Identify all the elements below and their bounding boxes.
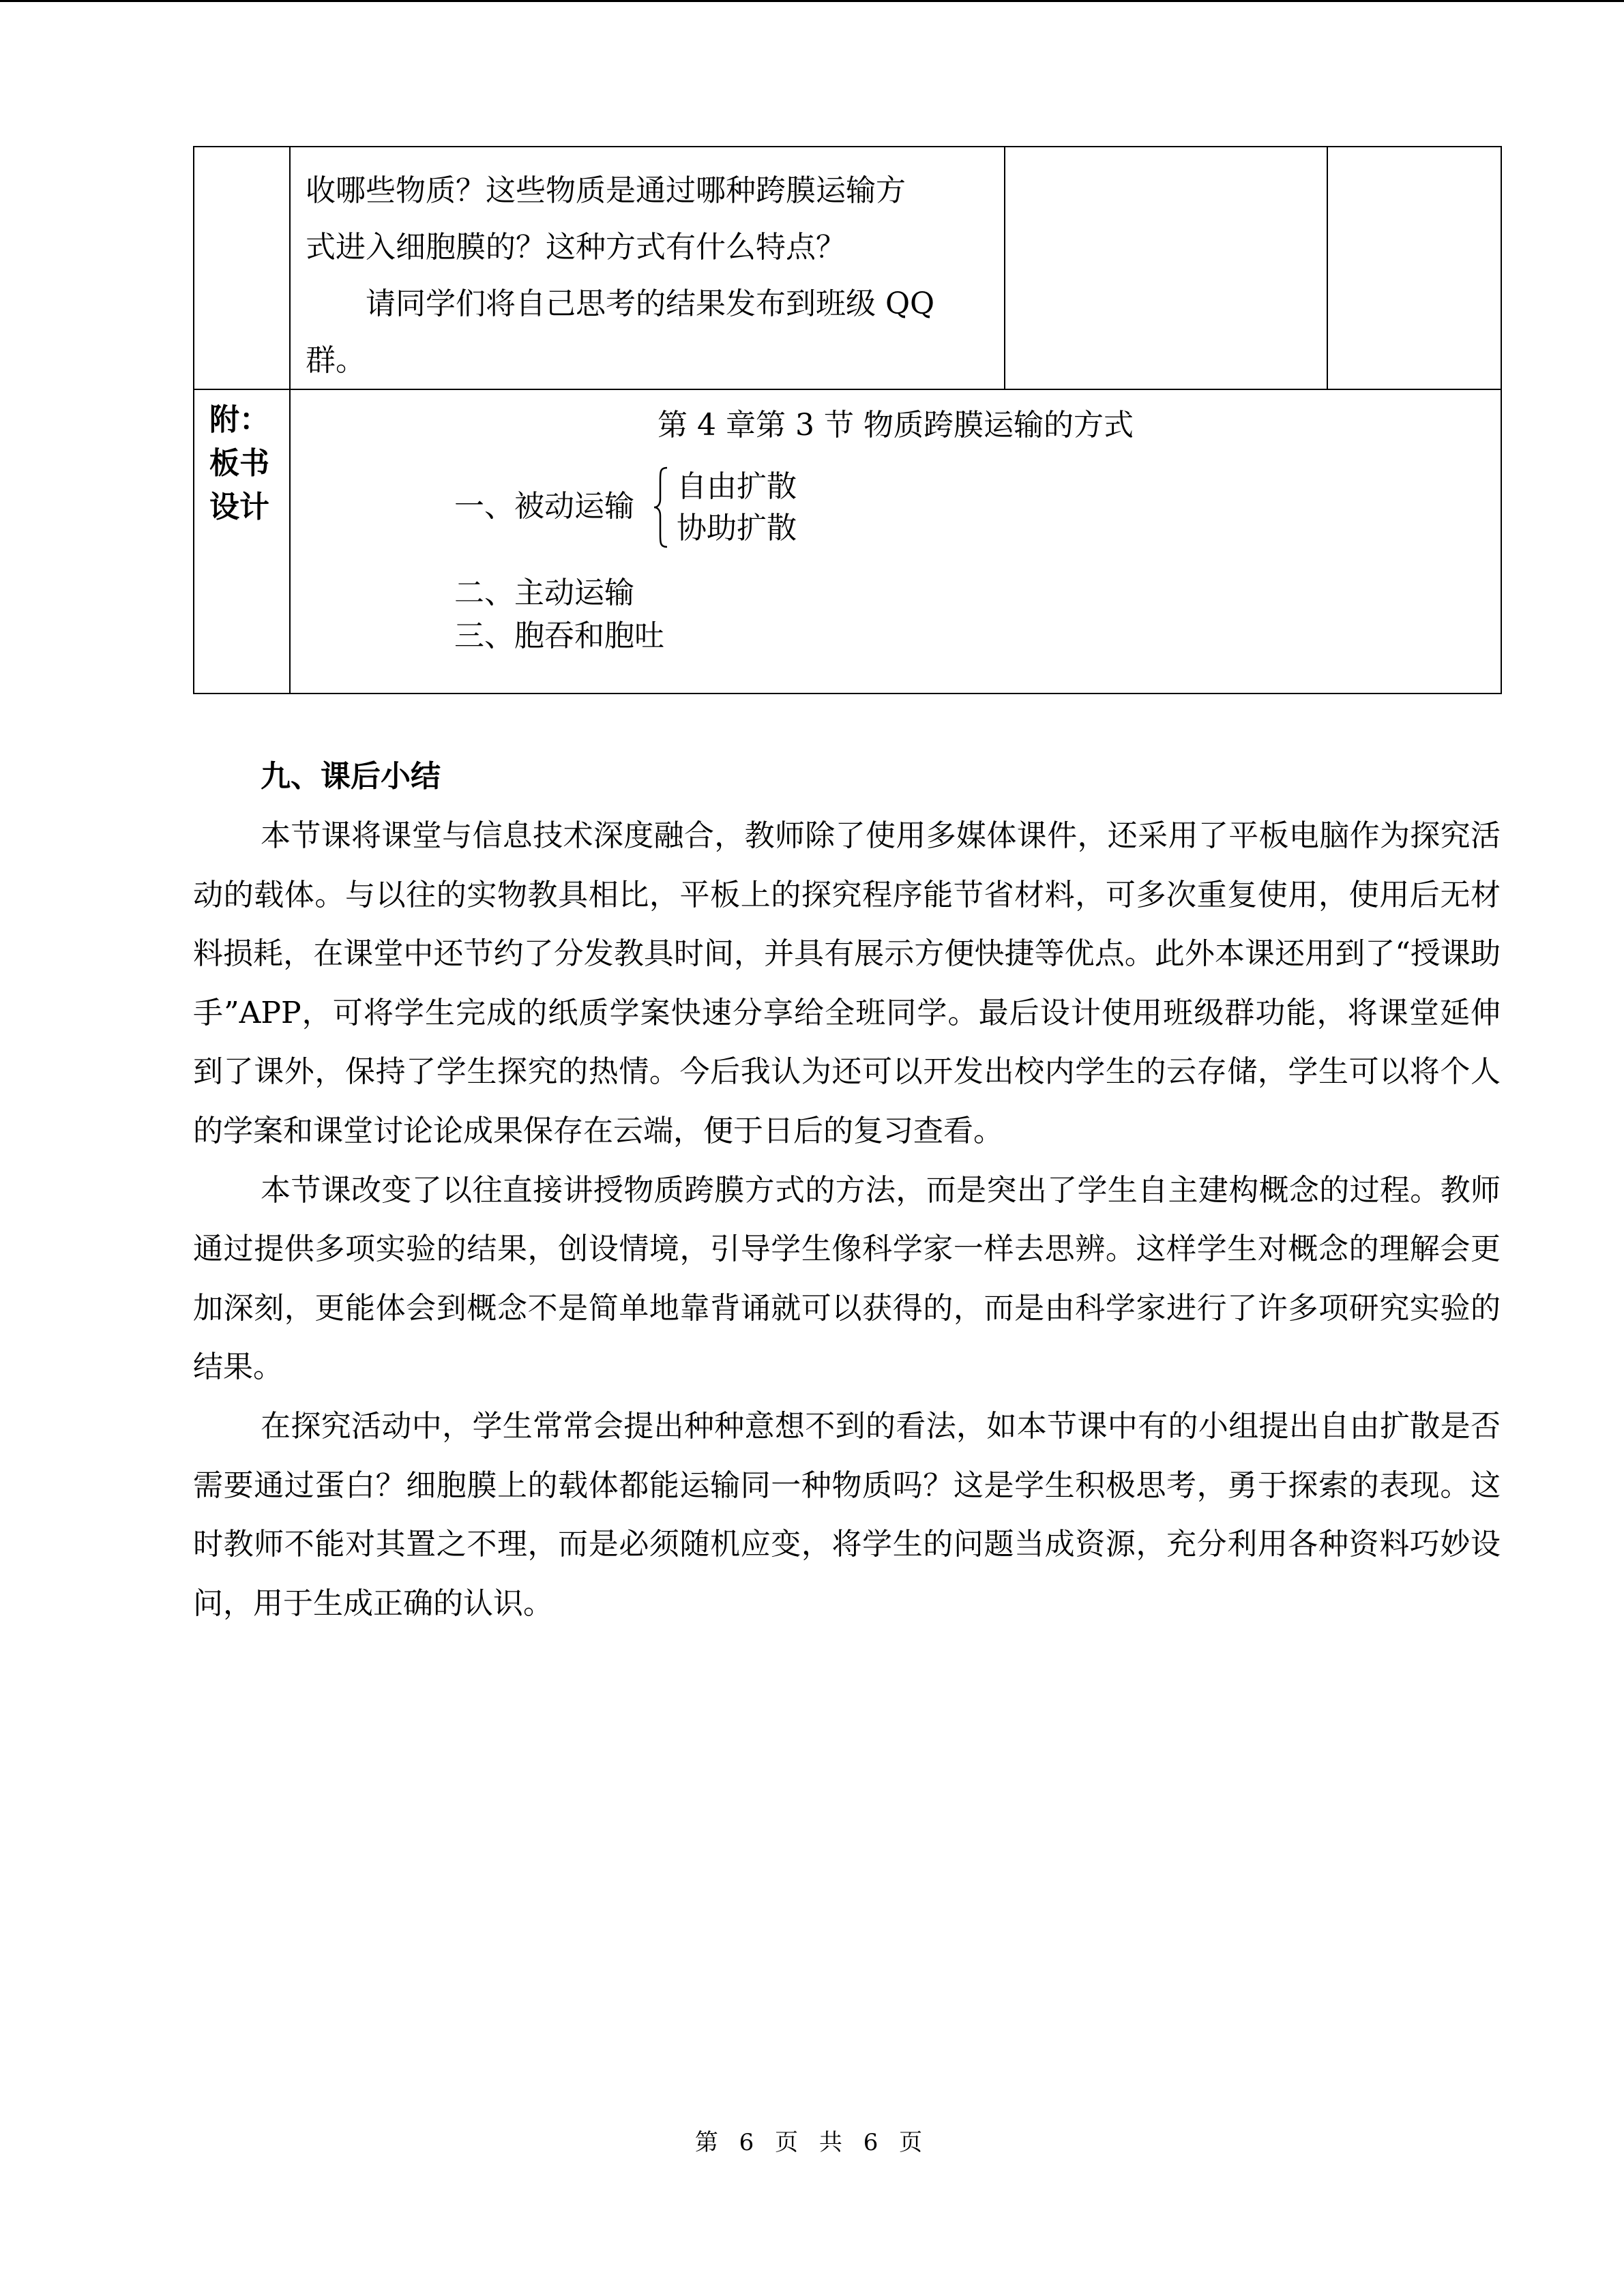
summary-section-title: 九、课后小结 bbox=[261, 759, 441, 794]
table-cell-board-label bbox=[194, 389, 290, 694]
activity-line-3: 请同学们将自己思考的结果发布到班级 QQ bbox=[366, 286, 935, 321]
board-label-line-3: 设计 bbox=[209, 490, 269, 524]
summary-paragraph-1: 本节课将课堂与信息技术深度融合，教师除了使用多媒体课件，还采用了平板电脑作为探究活动的载体。与以往的实物教具相比，平板上的探究程序能节省材料，可多次重复使用，使用后无材料损耗，在课堂中还节约了分发教具时间，并具有展示方便快捷等优点。此外本课还用到了“授课助手”APP，可将学生完成的纸质学案快速分享给全班同学。最后设计使用班级群功能，将课堂延伸到了课外，保持了学生探究的热情。今后我认为还可以开发出校内学生的云存储，学生可以将个人的学案和课堂讨论论成果保存在云端，便于日后的复习查看。 bbox=[193, 818, 1501, 1148]
board-title: 第 4 章第 3 节 物质跨膜运输的方式 bbox=[658, 408, 1134, 443]
activity-line-4: 群。 bbox=[306, 343, 366, 378]
page-number-footer: 第 6 页 共 6 页 bbox=[694, 2129, 930, 2156]
board-sub-item-facilitated-diffusion: 协助扩散 bbox=[677, 511, 797, 546]
activity-line-2: 式进入细胞膜的？这种方式有什么特点？ bbox=[306, 230, 846, 265]
table-cell-empty-3 bbox=[1005, 147, 1327, 389]
board-label-line-1: 附： bbox=[209, 402, 269, 437]
board-item-passive-transport: 一、被动运输 bbox=[454, 489, 634, 524]
summary-paragraph-3: 在探究活动中，学生常常会提出种种意想不到的看法，如本节课中有的小组提出自由扩散是否需要通过蛋白？细胞膜上的载体都能运输同一种物质吗？这是学生积极思考，勇于探索的表现。这时教师不能对其置之不理，而是必须随机应变，将学生的问题当成资源，充分利用各种资料巧妙设问，用于生成正确的认识。 bbox=[193, 1408, 1501, 1621]
board-design bbox=[291, 390, 1501, 693]
table-cell-board-content bbox=[290, 389, 1501, 694]
curly-brace-icon bbox=[652, 466, 670, 548]
board-label-line-2: 板书 bbox=[209, 446, 269, 481]
summary-paragraph-2: 本节课改变了以往直接讲授物质跨膜方式的方法，而是突出了学生自主建构概念的过程。教师通过提供多项实验的结果，创设情境，引导学生像科学家一样去思辨。这样学生对概念的理解会更加深刻，更能体会到概念不是简单地靠背诵就可以获得的，而是由科学家进行了许多项研究实验的结果。 bbox=[193, 1172, 1501, 1385]
lesson-plan-table bbox=[193, 146, 1502, 694]
activity-line-1: 收哪些物质？这些物质是通过哪种跨膜运输方 bbox=[306, 173, 906, 208]
top-border-line bbox=[0, 0, 1624, 2]
board-sub-item-free-diffusion: 自由扩散 bbox=[677, 469, 797, 504]
table-row-continuation bbox=[194, 147, 1501, 389]
table-row-board-design bbox=[194, 389, 1501, 694]
table-cell-empty-left bbox=[194, 147, 290, 389]
summary-body bbox=[193, 807, 1501, 1633]
table-cell-empty-4 bbox=[1327, 147, 1501, 389]
board-item-active-transport: 二、主动运输 bbox=[454, 576, 634, 610]
table-cell-activity-text bbox=[290, 147, 1005, 389]
board-item-endocytosis-exocytosis: 三、胞吞和胞吐 bbox=[454, 618, 664, 653]
